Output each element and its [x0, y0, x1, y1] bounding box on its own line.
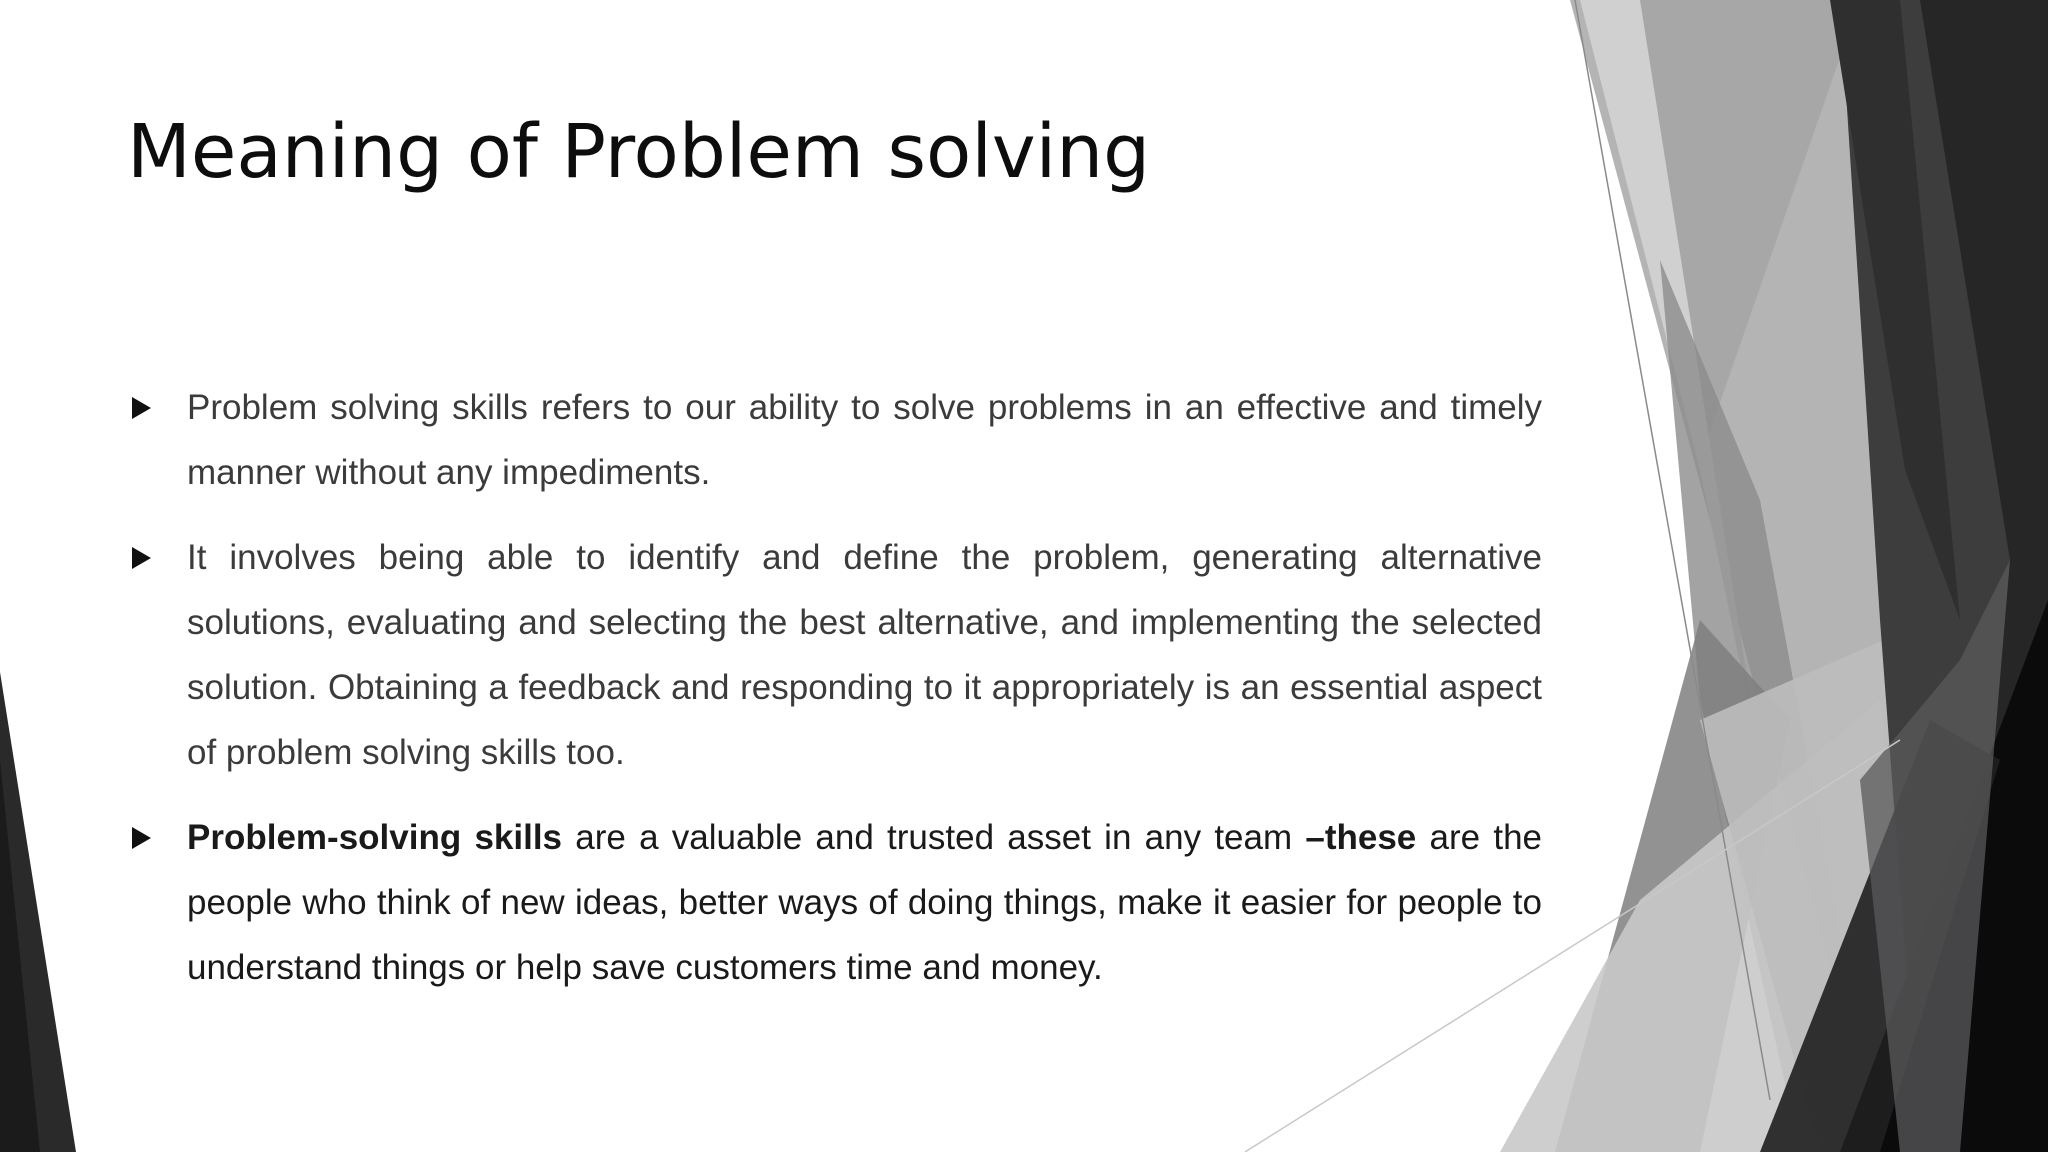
- slide-title: Meaning of Problem solving: [127, 109, 1151, 195]
- bullet-text: are the people who think of new ideas, better ways of doing things, make it easier for people to understand things or help save customers time and money.: [187, 817, 1542, 988]
- bullet-list: [128, 375, 1542, 1020]
- triangle-bullet-icon: [132, 547, 151, 569]
- bullet-item-1: [128, 375, 1542, 506]
- bullet-item-3: [128, 805, 1542, 1001]
- bullet-text: Problem solving skills refers to our ability to solve problems in an effective and timely manner without any impediments.: [187, 388, 1542, 493]
- bullet-text: It involves being able to identify and define the problem, generating alternative solutions, evaluating and selecting the best alternative, and implementing the selected solution. Obtaining a feedback and responding to it appropriately is an essential aspect of problem solving skills too.: [187, 537, 1542, 773]
- triangle-bullet-icon: [132, 397, 151, 419]
- bullet-text: are a valuable and trusted asset in any team: [562, 817, 1306, 857]
- bold-term: Problem-solving skills: [187, 817, 563, 857]
- triangle-bullet-icon: [132, 827, 151, 849]
- bullet-item-2: [128, 525, 1542, 786]
- bold-term: –these: [1305, 817, 1417, 857]
